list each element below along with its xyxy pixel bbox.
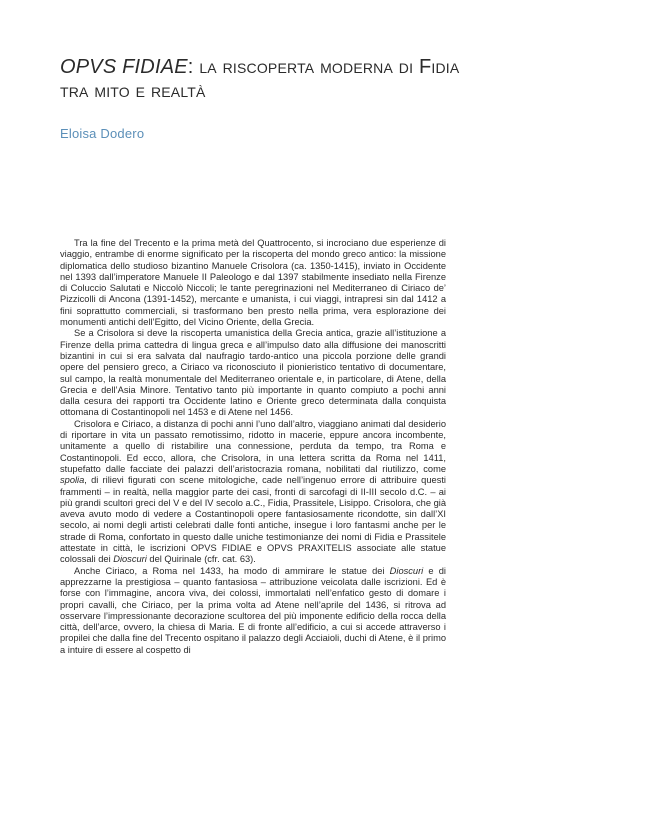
paragraph-3 (60, 419, 446, 566)
title-rest: la riscoperta moderna di Fidia tra mito e realtà (60, 56, 460, 102)
paragraph-3-italic-1: spolia (60, 475, 85, 486)
article-body (60, 238, 446, 656)
author-name: Eloisa Dodero (60, 126, 145, 141)
title-separator: : (187, 56, 200, 78)
paragraph-3-text-b: , di rilievi figurati con scene mitologiche, cade nell’ingenuo errore di attribuire questi frammenti – in realtà, nella maggior parte dei casi, fronti di sarcofagi di II-III secolo d.C. – ai più grandi scultori greci del V e del IV secolo a.C., Fidia, Prassitele, Lisippo. Crisolora, che già aveva avuto modo di vedere a Costantinopoli opere fantasiosamente ricondotte, sin dall’XI secolo, ai nomi degli artisti celebrati dalle fonti antiche, insegue i loro fantasmi anche per le strade di Roma, confortato in questo dalle uniche testimonianze dei nomi di Fidia e Prassitele attestate in città, le iscrizioni OPVS FIDIAE e OPVS PRAXITELIS associate alle statue colossali dei (60, 475, 447, 565)
paragraph-4-italic-1: Dioscuri (389, 565, 424, 576)
paragraph-3-italic-2: Dioscuri (113, 554, 147, 565)
paragraph-3-text-c: del Quirinale (cfr. cat. 63). (146, 554, 256, 565)
paragraph-4 (60, 566, 446, 656)
title-italic: OPVS FIDIAE (60, 56, 188, 78)
paragraph-1: Tra la fine del Trecento e la prima metà del Quattrocento, si incrociano due esperienze di viaggio, entrambe di enorme significato per la riscoperta del mondo greco antico: la missione diplomatica dello studioso bizantino Manuele Crisolora (ca. 1350-1415), inviato in Occidente nel 1393 dall’imperatore Manuele II Paleologo e dal 1397 stabilmente insediato nella Firenze di Coluccio Salutati e Niccolò Niccoli; le tante peregrinazioni nel Mediterraneo di Ciriaco de’ Pizzicolli di Ancona (1391-1452), mercante e umanista, i cui viaggi, intrapresi sin dal 1412 a fini soprattutto commerciali, si trasformano ben presto nella prima, vera esplorazione dei monumenti antichi dell’Egitto, del Vicino Oriente, della Grecia. (60, 238, 446, 328)
paragraph-4-text-b: e di apprezzarne la prestigiosa – quanto fantasiosa – attribuzione veicolata dalle iscrizioni. Ed è forse con l’immagine, ancora viva, dei colossi, immortalati nell’enfatico gesto di domare i propri cavalli, che Ciriaco, per la prima volta ad Atene nell’aprile del 1436, si ritrova ad osservare l’impressionante decorazione scultorea del più imponente edificio della rocca della città, dell’arce, ovvero, la chiesa di Maria. E di fronte all’edificio, a cui si accede attraverso i propilei che dalla fine del Trecento ospitano il palazzo degli Acciaioli, duchi di Atene, è il primo a intuire di essere al cospetto di (60, 565, 446, 655)
paragraph-3-text-a: Crisolora e Ciriaco, a distanza di pochi anni l’uno dall’altro, viaggiano animati dal desiderio di riportare in vita un passato remotissimo, ridotto in macerie, eppure ancora incombente, unitamente a quello di ristabilire una connessione, perduta da tempo, tra Roma e Costantinopoli. Ed ecco, allora, che Crisolora, in una lettera scritta da Roma nel 1411, stupefatto dalle facciate dei palazzi dell’aristocrazia romana, nobilitati dal riutilizzo, come (60, 418, 446, 474)
paragraph-2: Se a Crisolora si deve la riscoperta umanistica della Grecia antica, grazie all’istituzione a Firenze della prima cattedra di lingua greca e all’impulso dato alla diffusione dei manoscritti bizantini in cui si era salvata dal naufragio tardo-antico una piccola porzione delle grandi opere del pensiero greco, a Ciriaco va riconosciuto il pionieristico tentativo di documentare, sul campo, la realtà monumentale del Mediterraneo orientale e, in particolare, di Atene, della Grecia e dell’Asia Minore. Tentativo tanto più importante in quanto compiuto a pochi anni dalla cesura dei rapporti tra Occidente latino e Oriente greco determinata dalla conquista ottomana di Costantinopoli nel 1453 e di Atene nel 1456. (60, 328, 446, 418)
paragraph-4-text-a: Anche Ciriaco, a Roma nel 1433, ha modo di ammirare le statue dei (74, 565, 390, 576)
article-title (60, 55, 490, 103)
